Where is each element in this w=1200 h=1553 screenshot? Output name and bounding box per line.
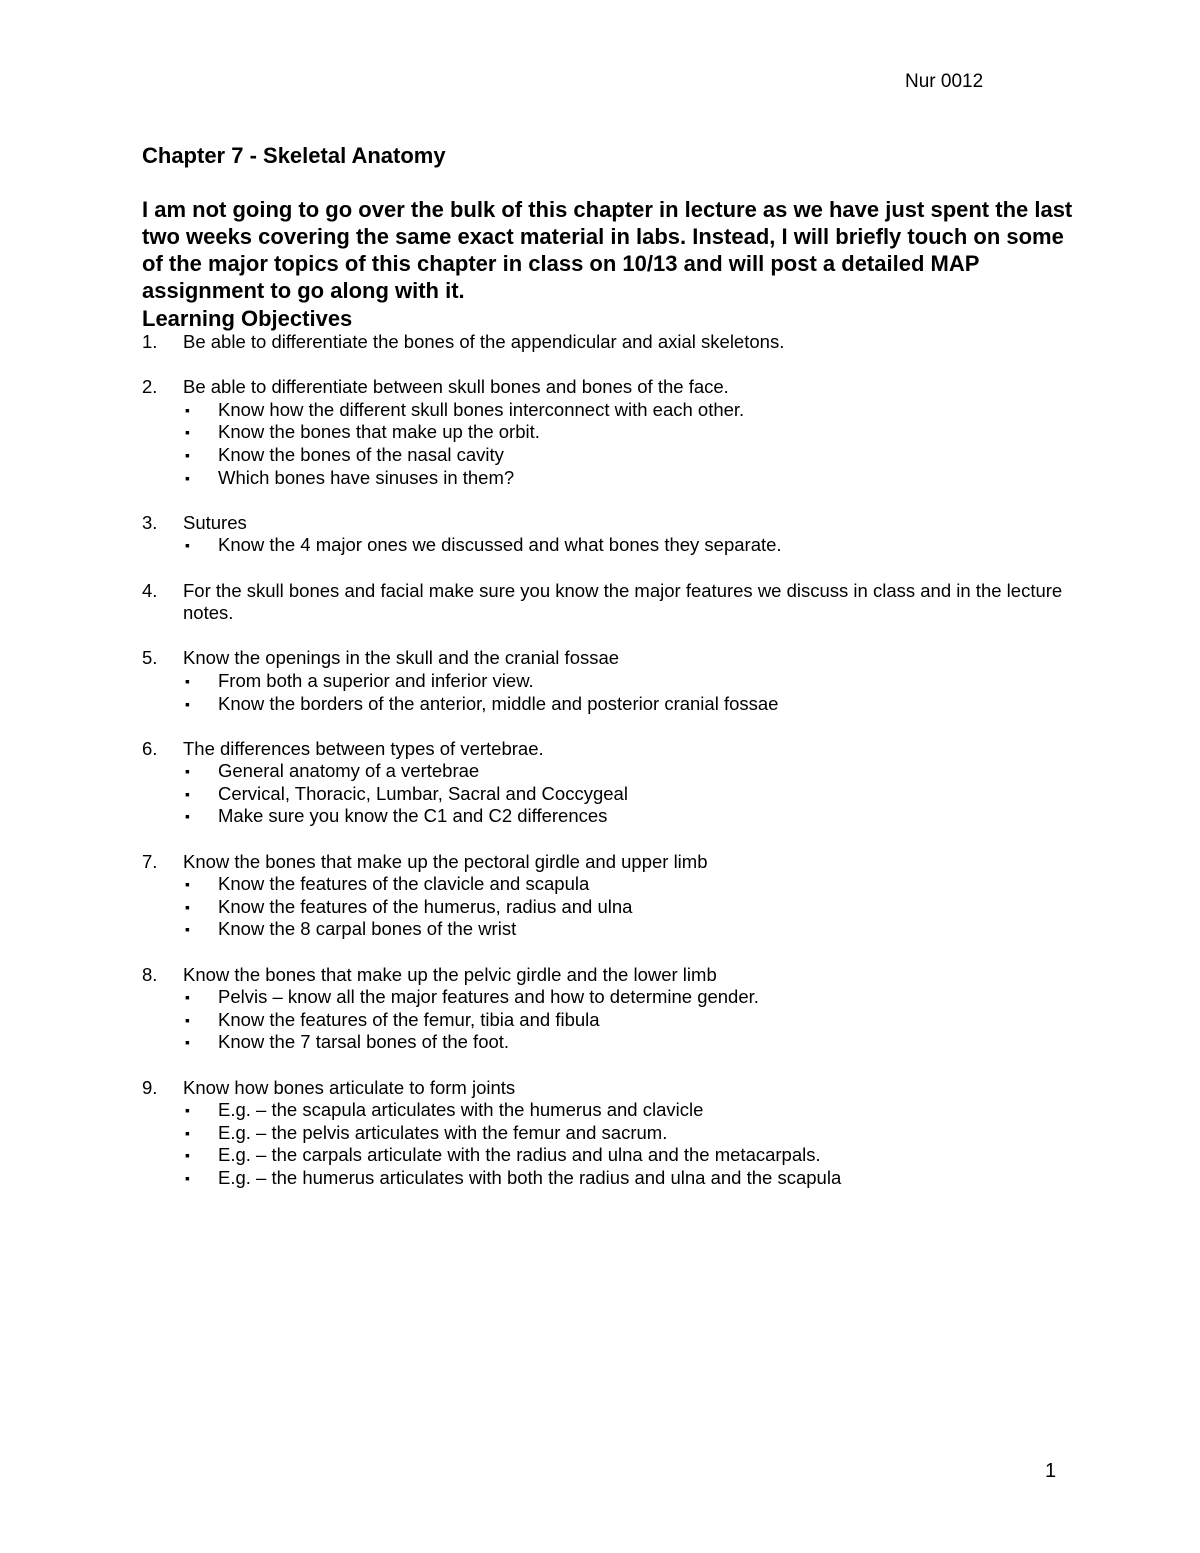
objective-item (142, 1077, 1072, 1190)
objective-number: 2. (142, 376, 158, 398)
square-bullet-icon: ▪ (185, 424, 190, 441)
objective-item (142, 851, 1072, 941)
objective-text: Know the openings in the skull and the cranial fossae (183, 647, 620, 669)
objective-number: 7. (142, 850, 158, 872)
sub-point-text: E.g. – the humerus articulates with both the radius and ulna and the scapula (218, 1166, 842, 1188)
objective-number: 9. (142, 1076, 158, 1098)
objective-text: Be able to differentiate the bones of the appendicular and axial skeletons. (183, 331, 785, 352)
square-bullet-icon: ▪ (185, 1034, 190, 1051)
sub-point (183, 399, 1072, 422)
sub-point-text: Know the features of the clavicle and scapula (218, 873, 590, 895)
square-bullet-icon: ▪ (185, 469, 190, 486)
sub-point-text: Know the 8 carpal bones of the wrist (218, 918, 517, 940)
sub-point-text: E.g. – the pelvis articulates with the femur and sacrum. (218, 1121, 668, 1143)
objective-item (142, 738, 1072, 828)
objective-item (142, 376, 1072, 489)
sub-point (183, 805, 1072, 828)
objective-item (142, 964, 1072, 1054)
sub-point (183, 918, 1072, 941)
sub-point (183, 986, 1072, 1009)
objective-text: Sutures (183, 511, 247, 533)
sub-point-text: General anatomy of a vertebrae (218, 760, 480, 782)
objective-item (142, 512, 1072, 557)
sub-point-list (183, 399, 1072, 489)
objective-item (142, 580, 1072, 625)
page-number: 1 (1045, 1460, 1057, 1482)
sub-point-text: Know the bones that make up the orbit. (218, 421, 540, 443)
sub-point-list (183, 1099, 1072, 1189)
square-bullet-icon: ▪ (185, 989, 190, 1006)
square-bullet-icon: ▪ (185, 876, 190, 893)
sub-point (183, 1122, 1072, 1145)
square-bullet-icon: ▪ (185, 672, 190, 689)
objective-number: 4. (142, 579, 158, 601)
square-bullet-icon: ▪ (185, 1102, 190, 1119)
sub-point (183, 534, 1072, 557)
objective-item (142, 331, 1072, 354)
sub-point (183, 1009, 1072, 1032)
sub-point (183, 760, 1072, 783)
objectives-heading: Learning Objectives (142, 306, 353, 331)
objective-number: 3. (142, 511, 158, 533)
sub-point (183, 444, 1072, 467)
square-bullet-icon: ▪ (185, 537, 190, 554)
square-bullet-icon: ▪ (185, 1124, 190, 1141)
objective-item (142, 647, 1072, 715)
sub-point-text: Know how the different skull bones interconnect with each other. (218, 398, 745, 420)
sub-point-list (183, 986, 1072, 1054)
objective-number: 8. (142, 963, 158, 985)
sub-point-text: Know the borders of the anterior, middle and posterior cranial fossae (218, 692, 779, 714)
square-bullet-icon: ▪ (185, 921, 190, 938)
objective-number: 6. (142, 737, 158, 759)
sub-point-text: Know the features of the femur, tibia and fibula (218, 1008, 600, 1030)
square-bullet-icon: ▪ (185, 763, 190, 780)
sub-point (183, 670, 1072, 693)
sub-point-list (183, 873, 1072, 941)
square-bullet-icon: ▪ (185, 695, 190, 712)
objectives-list (142, 331, 1072, 1190)
sub-point-list (183, 670, 1072, 715)
objective-text: For the skull bones and facial make sure you know the major features we discuss in class and in the lecture notes. (183, 579, 1063, 624)
sub-point-text: Cervical, Thoracic, Lumbar, Sacral and Coccygeal (218, 782, 628, 804)
objective-number: 1. (142, 331, 158, 352)
objective-text: Be able to differentiate between skull bones and bones of the face. (183, 376, 729, 398)
sub-point (183, 467, 1072, 490)
sub-point-list (183, 760, 1072, 828)
sub-point-text: Which bones have sinuses in them? (218, 466, 515, 488)
square-bullet-icon: ▪ (185, 446, 190, 463)
square-bullet-icon: ▪ (185, 401, 190, 418)
sub-point (183, 1031, 1072, 1054)
square-bullet-icon: ▪ (185, 1169, 190, 1186)
sub-point (183, 873, 1072, 896)
sub-point (183, 1099, 1072, 1122)
sub-point (183, 783, 1072, 806)
sub-point-text: Know the 7 tarsal bones of the foot. (218, 1031, 510, 1053)
sub-point-list (183, 534, 1072, 557)
course-code: Nur 0012 (905, 71, 984, 92)
intro-paragraph: I am not going to go over the bulk of this chapter in lecture as we have just spent the last two weeks covering the same exact material in labs. Instead, I will briefly touch on some of the major topics of this chapter in class on 10/13 and will post a detailed MAP assignment to go along with it. (142, 197, 1073, 303)
objective-text: Know how bones articulate to form joints (183, 1076, 516, 1098)
sub-point (183, 1167, 1072, 1190)
sub-point (183, 896, 1072, 919)
sub-point-text: Know the features of the humerus, radius and ulna (218, 895, 633, 917)
square-bullet-icon: ▪ (185, 785, 190, 802)
sub-point-text: E.g. – the carpals articulate with the radius and ulna and the metacarpals. (218, 1144, 821, 1166)
sub-point-text: From both a superior and inferior view. (218, 669, 534, 691)
sub-point (183, 1144, 1072, 1167)
objective-text: The differences between types of vertebrae. (183, 737, 544, 759)
sub-point (183, 421, 1072, 444)
objective-text: Know the bones that make up the pelvic girdle and the lower limb (183, 963, 717, 985)
square-bullet-icon: ▪ (185, 898, 190, 915)
sub-point-text: Know the bones of the nasal cavity (218, 443, 504, 465)
square-bullet-icon: ▪ (185, 808, 190, 825)
objective-number: 5. (142, 647, 158, 669)
sub-point-text: Make sure you know the C1 and C2 differences (218, 805, 608, 827)
sub-point-text: Know the 4 major ones we discussed and what bones they separate. (218, 534, 782, 556)
objective-text: Know the bones that make up the pectoral girdle and upper limb (183, 850, 708, 872)
sub-point (183, 693, 1072, 716)
square-bullet-icon: ▪ (185, 1147, 190, 1164)
sub-point-text: Pelvis – know all the major features and how to determine gender. (218, 986, 759, 1008)
square-bullet-icon: ▪ (185, 1011, 190, 1028)
chapter-title: Chapter 7 - Skeletal Anatomy (142, 143, 446, 168)
sub-point-text: E.g. – the scapula articulates with the humerus and clavicle (218, 1099, 704, 1121)
